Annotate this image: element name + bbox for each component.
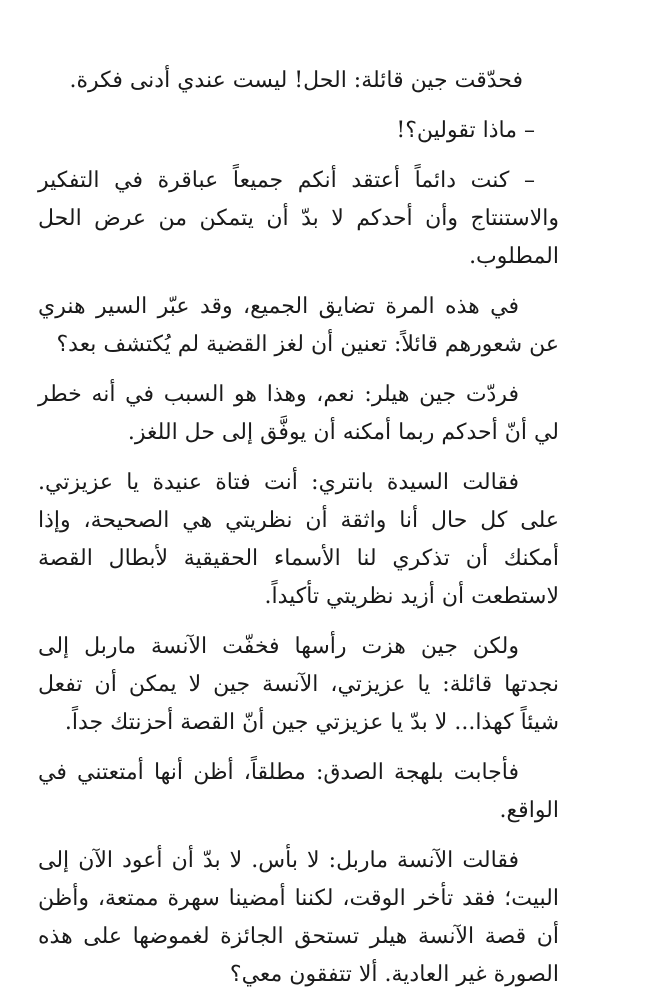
paragraph: ولكن جين هزت رأسها فخفّت الآنسة ماربل إلى نجدتها قائلة: يا عزيزتي، الآنسة جين لا يمكن أن تفعل شيئاً كهذا... لا بدّ يا عزيزتي جين أنّ القصة أحزنتك جداً. [38, 634, 559, 735]
paragraph: فقالت الآنسة ماربل: لا بأس. لا بدّ أن أعود الآن إلى البيت؛ فقد تأخر الوقت، لكننا أمضينا سهرة ممتعة، وأظن أن قصة الآنسة هيلر تستحق الجائزة لغموضها على هذه الصورة غير العادية. ألا تتفقون معي؟ [38, 848, 559, 987]
paragraph: – ماذا تقولين؟! [396, 118, 535, 143]
paragraph: فحدّقت جين قائلة: الحل! ليست عندي أدنى فكرة. [69, 68, 523, 93]
paragraph: في هذه المرة تضايق الجميع، وقد عبّر السير هنري عن شعورهم قائلاً: تعنين أن لغز القضية لم يُكتشف بعد؟ [38, 294, 559, 357]
paragraph: فأجابت بلهجة الصدق: مطلقاً، أظن أنها أمتعتني في الواقع. [38, 760, 559, 823]
paragraph: فردّت جين هيلر: نعم، وهذا هو السبب في أنه خطر لي أنّ أحدكم ربما أمكنه أن يوفَّق إلى حل اللغز. [38, 382, 559, 445]
paragraph: فقالت السيدة بانتري: أنت فتاة عنيدة يا عزيزتي. على كل حال أنا واثقة أن نظريتي هي الصحيحة، وإذا أمكنك أن تذكري لنا الأسماء الحقيقية لأبطال القصة لاستطعت أن أزيد نظريتي تأكيداً. [38, 470, 559, 609]
paragraph: – كنت دائماً أعتقد أنكم جميعاً عباقرة في التفكير والاستنتاج وأن أحدكم لا بدّ أن يتمكن من عرض الحل المطلوب. [38, 168, 559, 269]
book-page [38, 62, 559, 987]
